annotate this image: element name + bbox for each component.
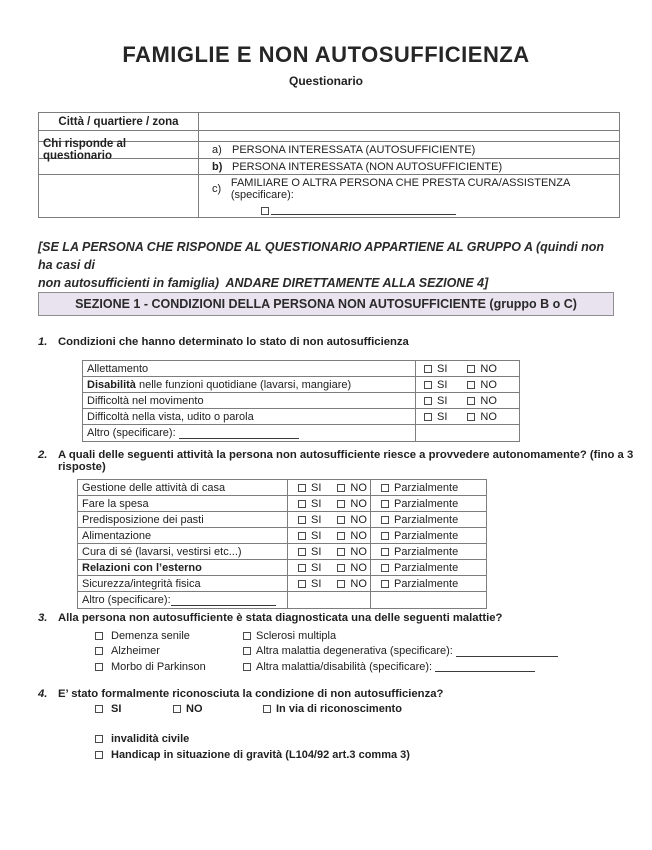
table-row [78,528,486,544]
question2-heading [38,449,644,473]
row-label: Predisposizione dei pasti [78,512,288,527]
row-label: Cura di sé (lavarsi, vestirsi etc...) [78,544,288,559]
no-option[interactable] [337,578,367,590]
yes-label: SI [311,481,322,494]
partial-cell [371,528,486,543]
checkbox-icon[interactable] [381,516,389,524]
table-row [39,159,619,175]
checkbox-icon[interactable] [263,705,271,713]
option-label: SI [111,703,122,715]
table-row [83,409,519,425]
no-option[interactable] [337,546,367,558]
respondent-option-b[interactable] [199,161,619,173]
respondent-option-c[interactable] [199,177,619,215]
no-option[interactable] [337,498,367,510]
option-label: Altra malattia degenerativa (specificare): [256,645,456,658]
recognition-option[interactable] [263,703,595,715]
checkbox-icon[interactable] [337,580,345,588]
skip-note-line: non autosufficienti in famiglia) ANDARE DIRETTAMENTE ALLA SEZIONE 4] [38,276,489,290]
no-label: NO [350,561,367,574]
option-label: invalidità civile [111,733,190,745]
checkbox-icon[interactable] [298,564,306,572]
question2-table [77,479,487,609]
no-label: NO [480,394,497,407]
who-label-cell [39,138,199,162]
checkbox-icon[interactable] [298,500,306,508]
option-label: FAMILIARE O ALTRA PERSONA CHE PRESTA CURA/ASSISTENZA (specificare): [230,177,576,201]
no-label: NO [350,513,367,526]
question-text: A quali delle seguenti attività la persona non autosufficiente riesce a provvedere autonomamente? (fino a 3 risposte) [58,449,634,473]
option-row [95,644,635,660]
question-number: 3. [38,612,48,624]
answer-cell [416,393,519,408]
yes-label: SI [311,529,322,542]
checkbox-icon[interactable] [95,663,103,671]
partial-label: Parzialmente [394,545,459,558]
answer-cell [416,361,519,376]
no-label: NO [350,529,367,542]
no-option[interactable] [467,379,497,391]
partial-option[interactable] [381,578,458,590]
checkbox-icon[interactable] [337,564,345,572]
yes-label: SI [437,394,448,407]
table-row [78,512,486,528]
answer-cell [288,560,371,575]
question-number: 1. [38,336,48,348]
partial-option[interactable] [381,514,458,526]
checkbox-icon[interactable] [298,532,306,540]
yes-label: SI [311,497,322,510]
checkbox-icon[interactable] [381,500,389,508]
checkbox-icon[interactable] [424,365,432,373]
row-label: Sicurezza/integrità fisica [78,576,288,591]
answer-cell [288,480,371,495]
checkbox-icon[interactable] [95,751,103,759]
question-number: 4. [38,688,48,700]
checkbox-icon[interactable] [381,564,389,572]
no-option[interactable] [467,411,497,423]
section1-title: SEZIONE 1 - CONDIZIONI DELLA PERSONA NON AUTOSUFFICIENTE (gruppo B o C) [75,297,577,311]
question4-options [95,703,595,715]
question1-heading [38,336,628,348]
row-label: Gestione delle attività di casa [78,480,288,495]
no-label: NO [350,545,367,558]
yes-option[interactable] [298,514,321,526]
yes-option[interactable] [424,379,447,391]
specify-fill-line[interactable] [435,661,535,672]
yes-option[interactable] [298,498,321,510]
checkbox-icon[interactable] [95,632,103,640]
table-row [78,576,486,592]
yes-option[interactable] [424,411,447,423]
recognition-option[interactable] [173,703,263,715]
table-row [39,175,619,217]
partial-option[interactable] [381,482,458,494]
partial-label: Parzialmente [394,497,459,510]
no-label: NO [350,577,367,590]
row-label: Allettamento [83,361,416,376]
other-fill-line[interactable] [171,595,276,606]
question1-table [82,360,520,442]
yes-label: SI [437,410,448,423]
table-row [83,377,519,393]
page-subtitle: Questionario [288,74,363,88]
no-label: NO [480,378,497,391]
no-label: NO [480,410,497,423]
checkbox-icon[interactable] [298,580,306,588]
partial-cell [371,576,486,591]
checkbox-icon[interactable] [424,413,432,421]
question3-options [95,628,635,675]
partial-label: Parzialmente [394,481,459,494]
row-label: Difficoltà nella vista, udito o parola [83,409,416,424]
disease-option[interactable] [95,645,243,657]
yes-label: SI [311,545,322,558]
question4-heading [38,688,638,700]
disease-option[interactable] [243,630,635,642]
respondent-table [38,112,620,218]
checkbox-icon[interactable] [298,484,306,492]
skip-note [38,238,618,292]
table-row [78,560,486,576]
checkbox-icon[interactable] [298,516,306,524]
answer-cell [288,544,371,559]
yes-label: SI [311,561,322,574]
partial-cell [371,480,486,495]
option-label: PERSONA INTERESSATA (AUTOSUFFICIENTE) [232,144,476,156]
partial-option[interactable] [381,562,458,574]
checkbox-icon[interactable] [95,735,103,743]
checkbox-icon[interactable] [173,705,181,713]
no-option[interactable] [337,562,367,574]
checkbox-icon[interactable] [261,207,269,215]
row-label: Disabilità nelle funzioni quotidiane (lavarsi, mangiare) [83,377,416,392]
partial-cell [371,560,486,575]
question-text: Alla persona non autosufficiente è stata diagnosticata una delle seguenti malattie? [58,612,503,624]
option-label: Handicap in situazione di gravità (L104/92 art.3 comma 3) [111,749,410,761]
checkbox-icon[interactable] [424,397,432,405]
option-label: PERSONA INTERESSATA (NON AUTOSUFFICIENTE) [232,160,503,173]
option-label: Altra malattia/disabilità (specificare): [256,660,436,673]
checkbox-icon[interactable] [95,705,103,713]
section1-header [38,292,614,316]
checkbox-icon[interactable] [95,647,103,655]
yes-option[interactable] [298,530,321,542]
yes-option[interactable] [298,578,321,590]
other-row-label: Altro (specificare): [83,425,416,441]
checkbox-icon[interactable] [424,381,432,389]
option-label: NO [186,703,203,715]
checkbox-icon[interactable] [243,632,251,640]
partial-label: Parzialmente [394,577,459,590]
disease-option[interactable] [243,661,635,673]
no-label: NO [480,362,497,375]
other-row-label: Altro (specificare): [78,592,288,608]
disease-option[interactable] [95,630,243,642]
city-label-cell [39,113,199,130]
checkbox-icon[interactable] [337,532,345,540]
checkbox-icon[interactable] [381,484,389,492]
answer-cell [288,528,371,543]
no-option[interactable] [337,482,367,494]
row-label: Alimentazione [78,528,288,543]
no-option[interactable] [337,514,367,526]
table-row [83,393,519,409]
option-label: Demenza senile [111,629,190,642]
answer-cell [288,512,371,527]
checkbox-icon[interactable] [337,516,345,524]
partial-label: Parzialmente [394,529,459,542]
checkbox-icon[interactable] [381,580,389,588]
option-letter: b) [212,160,223,173]
answer-cell [288,576,371,591]
option-row [95,628,635,644]
partial-cell [371,592,486,608]
yes-label: SI [437,362,448,375]
disease-option[interactable] [95,661,243,673]
partial-option[interactable] [381,530,458,542]
partial-cell [371,544,486,559]
table-row [39,138,619,162]
checkbox-icon[interactable] [337,548,345,556]
yes-option[interactable] [298,546,321,558]
checkbox-icon[interactable] [243,647,251,655]
skip-note-line: [SE LA PERSONA CHE RISPONDE AL QUESTIONARIO APPARTIENE AL GRUPPO A (quindi non ha casi di [38,240,608,272]
no-label: NO [350,497,367,510]
disease-option[interactable] [243,645,635,657]
no-option[interactable] [467,363,497,375]
yes-label: SI [311,577,322,590]
partial-cell [371,512,486,527]
option-letter: c) [212,183,222,195]
row-label: Difficoltà nel movimento [83,393,416,408]
checkbox-icon[interactable] [467,365,475,373]
other-fill-line[interactable] [179,428,299,439]
checkbox-icon[interactable] [467,397,475,405]
row-label: Fare la spesa [78,496,288,511]
yes-option[interactable] [298,482,321,494]
question-text: Condizioni che hanno determinato lo stato di non autosufficienza [58,336,409,348]
checkbox-icon[interactable] [243,663,251,671]
partial-label: Parzialmente [394,561,459,574]
answer-cell [288,496,371,511]
checkbox-icon[interactable] [467,381,475,389]
no-option[interactable] [467,395,497,407]
row-label: Relazioni con l’esterno [78,560,288,575]
who-label: Chi risponde al questionario [43,138,127,162]
table-row [83,361,519,377]
checkbox-icon[interactable] [337,484,345,492]
page-title: FAMIGLIE E NON AUTOSUFFICIENZA [122,42,530,67]
table-row [78,480,486,496]
yes-option[interactable] [424,363,447,375]
option-label: In via di riconoscimento [276,703,402,715]
respondent-option-a[interactable] [199,144,619,156]
partial-option[interactable] [381,546,458,558]
recognition-option[interactable] [95,703,173,715]
specify-fill-line[interactable] [271,204,456,215]
table-row [78,544,486,560]
checkbox-icon[interactable] [381,548,389,556]
checkbox-icon[interactable] [298,548,306,556]
yes-label: SI [437,378,448,391]
question-number: 2. [38,449,48,461]
partial-cell [371,496,486,511]
empty-cell [39,175,199,217]
question-text: E’ stato formalmente riconosciuta la condizione di non autosufficienza? [58,688,444,700]
table-row [78,592,486,608]
city-label: Città / quartiere / zona [58,115,179,128]
option-label: Morbo di Parkinson [111,660,206,673]
no-option[interactable] [337,530,367,542]
answer-cell [288,592,371,608]
recognition-extra-option[interactable] [95,733,615,745]
answer-cell [416,377,519,392]
option-row [95,659,635,675]
recognition-extra-option[interactable] [95,749,615,761]
partial-label: Parzialmente [394,513,459,526]
table-row [39,113,619,131]
table-row [83,425,519,441]
question3-heading [38,612,638,624]
option-label: Sclerosi multipla [256,629,337,642]
checkbox-icon[interactable] [381,532,389,540]
yes-option[interactable] [298,562,321,574]
no-label: NO [350,481,367,494]
checkbox-icon[interactable] [337,500,345,508]
partial-option[interactable] [381,498,458,510]
empty-cell [39,159,199,174]
yes-label: SI [311,513,322,526]
table-row [78,496,486,512]
option-label: Alzheimer [111,645,160,658]
yes-option[interactable] [424,395,447,407]
specify-fill-line[interactable] [456,646,558,657]
checkbox-icon[interactable] [467,413,475,421]
answer-cell [416,425,519,441]
option-letter: a) [212,144,222,156]
answer-cell [416,409,519,424]
